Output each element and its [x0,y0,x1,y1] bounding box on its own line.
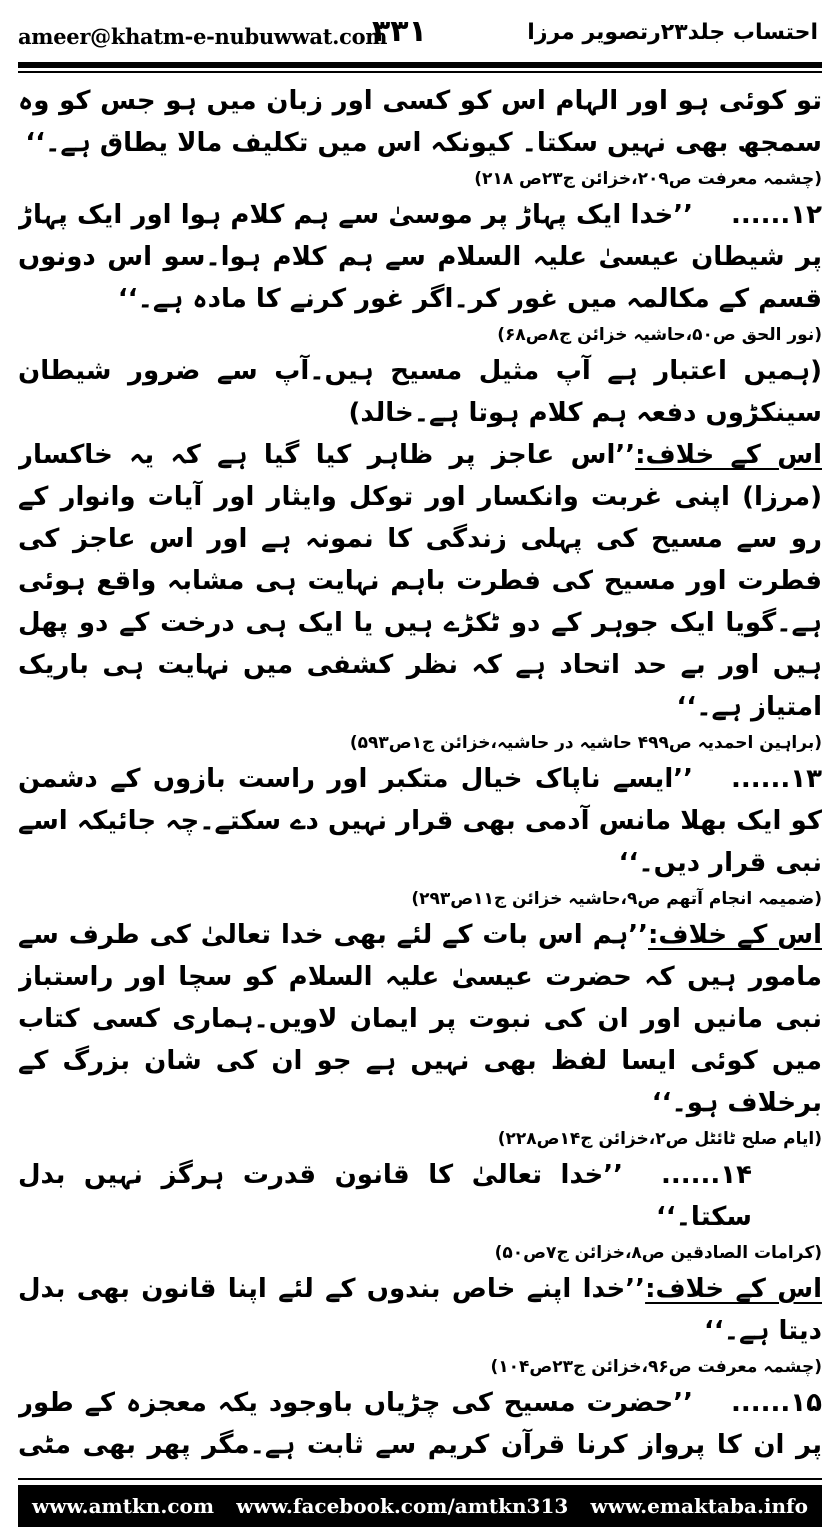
paragraph-14: ۱۴......’’خدا تعالیٰ کا قانون قدرت ہرگز نہیں بدل سکتا۔‘‘ [18,1160,752,1232]
reference: (کرامات الصادقین ص۸،خزائن ج۷ص۵۰) [494,1243,822,1263]
page-header [0,0,840,66]
reference: (چشمہ معرفت ص۹۶،خزائن ج۲۳ص۱۰۴) [490,1357,822,1377]
book-title: احتساب جلد۲۳رتصویر مرزا [527,20,818,45]
reference: (ایام صلح ٹائٹل ص۲،خزائن ج۱۴ص۲۲۸) [497,1129,822,1149]
item-number: ۱۲...... [730,200,822,230]
header-rule-thin [18,71,822,73]
page-body [18,80,822,1465]
paragraph-continuation: تو کوئی ہو اور الہام اس کو کسی اور زبان میں ہو جس کو وہ سمجھ بھی نہیں سکتا۔ کیونکہ اس میں تکلیف مالا یطاق ہے۔‘‘ [18,86,822,158]
footer-rule [18,1478,822,1480]
paragraph-against-2: اس کے خلاف:’’ہم اس بات کے لئے بھی خدا تعالیٰ کی طرف سے مامور ہیں کہ حضرت عیسیٰ علیہ السلام کو سچا اور راستباز نبی مانیں اور ان کی نبوت پر ایمان لاویں۔ہماری کسی کتاب میں کوئی ایسا لفظ بھی نہیں ہے جو ان کی شان بزرگ کے برخلاف ہو۔‘‘ [18,920,822,1118]
paragraph-15: ۱۵......’’حضرت مسیح کی چڑیاں باوجود یکہ معجزہ کے طور پر ان کا پرواز کرنا قرآن کریم سے ثابت ہے۔مگر پھر بھی مٹی [18,1388,822,1460]
page-footer [18,1485,822,1527]
reference: (ضمیمہ انجام آتھم ص۹،حاشیہ خزائن ج۱۱ص۲۹۳) [411,889,822,909]
item-number: ۱۵...... [730,1388,822,1418]
against-label: اس کے خلاف: [645,1274,822,1304]
header-email: ameer@khatm-e-nubuwwat.com [18,24,388,49]
against-label: اس کے خلاف: [648,920,822,950]
paragraph-12: ۱۲......’’خدا ایک پہاڑ پر موسیٰ سے ہم کلام ہوا اور ایک پہاڑ پر شیطان عیسیٰ علیہ السلام سے ہم کلام ہوا۔سو اس دونوں قسم کے مکالمہ میں غور کر۔اگر غور کرنے کا مادہ ہے۔‘‘ [18,200,822,314]
footer-link-amtkn[interactable]: www.amtkn.com [32,1494,215,1518]
paragraph-note: (ہمیں اعتبار ہے آپ مثیل مسیح ہیں۔آپ سے ضرور شیطان سینکڑوں دفعہ ہم کلام ہوتا ہے۔خالد) [18,356,822,428]
page-number: ۳۳۱ [372,14,427,49]
paragraph-against-1: اس کے خلاف:’’اس عاجز پر ظاہر کیا گیا ہے کہ یہ خاکسار (مرزا) اپنی غربت وانکسار اور توکل وایثار اور آیات وانوار کے رو سے مسیح کی پہلی زندگی کا نمونہ ہے اور اس عاجز کی فطرت اور مسیح کی فطرت باہم نہایت ہی مشابہ واقع ہوئی ہے۔گویا ایک جوہر کے دو ٹکڑے ہیں یا ایک ہی درخت کے دو پھل ہیں اور بے حد اتحاد ہے کہ نظر کشفی میں نہایت ہی باریک امتیاز ہے۔‘‘ [18,440,822,722]
reference: (نور الحق ص۵۰،حاشیہ خزائن ج۸ص۶۸) [497,325,822,345]
reference: (چشمہ معرفت ص۲۰۹،خزائن ج۲۳ص ۲۱۸) [474,169,822,189]
paragraph-13: ۱۳......’’ایسے ناپاک خیال متکبر اور راست بازوں کے دشمن کو ایک بھلا مانس آدمی بھی قرار نہیں دے سکتے۔چہ جائیکہ اسے نبی قرار دیں۔‘‘ [18,764,822,878]
header-rule-thick [18,62,822,68]
item-number: ۱۴...... [660,1160,752,1190]
paragraph-against-3: اس کے خلاف:’’خدا اپنے خاص بندوں کے لئے اپنا قانون بھی بدل دیتا ہے۔‘‘ [18,1274,822,1346]
footer-link-emaktaba[interactable]: www.emaktaba.info [590,1494,808,1518]
item-number: ۱۳...... [730,764,822,794]
reference: (براہین احمدیہ ص۴۹۹ حاشیہ در حاشیہ،خزائن ج۱ص۵۹۳) [349,733,822,753]
against-label: اس کے خلاف: [635,440,822,470]
footer-link-facebook[interactable]: www.facebook.com/amtkn313 [236,1494,569,1518]
